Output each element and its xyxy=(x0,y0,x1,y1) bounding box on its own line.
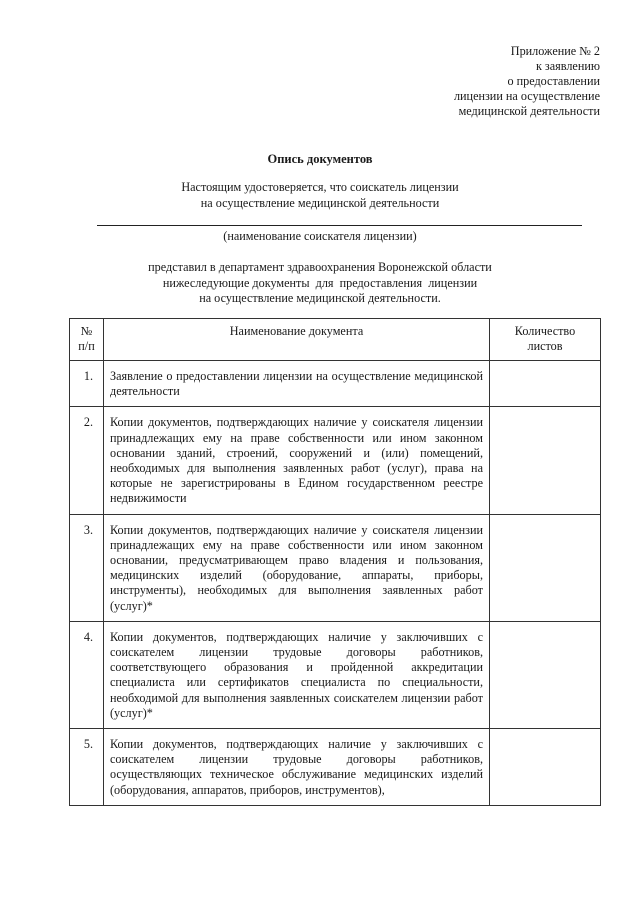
row-number: 5. xyxy=(70,729,104,806)
table-row xyxy=(70,514,601,621)
row-sheet-count[interactable] xyxy=(490,407,601,514)
certify-statement xyxy=(0,180,640,211)
row-sheet-count[interactable] xyxy=(490,729,601,806)
header-document-name: Наименование документа xyxy=(104,319,490,361)
table-row xyxy=(70,407,601,514)
header-count-line2: листов xyxy=(527,339,563,353)
header-number xyxy=(70,319,104,361)
table-row xyxy=(70,729,601,806)
header-count-line1: Количество xyxy=(514,324,576,338)
row-number: 4. xyxy=(70,621,104,728)
certify-line: Настоящим удостоверяется, что соискатель лицензии xyxy=(181,180,459,194)
annex-line: лицензии на осуществление xyxy=(453,89,600,103)
row-sheet-count[interactable] xyxy=(490,361,601,407)
row-number: 1. xyxy=(70,361,104,407)
row-document-name: Копии документов, подтверждающих наличие у соискателя лицензии принадлежащих ему на праве собственности или ином законном основании, предусматривающем право владения и пользования, медицинских изделий (оборудование, аппараты, приборы, инструменты), необходимых для выполнения заявленных работ (услуг)* xyxy=(104,514,490,621)
applicant-caption: (наименование соискателя лицензии) xyxy=(223,229,417,243)
annex-line: к заявлению xyxy=(535,59,600,73)
documents-table xyxy=(69,318,601,806)
row-number: 3. xyxy=(70,514,104,621)
annex-line: о предоставлении xyxy=(507,74,600,88)
table-header-row xyxy=(70,319,601,361)
row-document-name: Копии документов, подтверждающих наличие у соискателя лицензии принадлежащих ему на праве собственности или ином законном основании зданий, строений, сооружений и (или) помещений, необходимых для выполнения заявленных работ (услуг), права на которые не зарегистрированы в Едином государственном реестре недвижимости xyxy=(104,407,490,514)
presented-line: нижеследующие документы для предоставления лицензии xyxy=(162,275,478,290)
applicant-name-line xyxy=(97,225,582,226)
row-sheet-count[interactable] xyxy=(490,621,601,728)
table-row xyxy=(70,621,601,728)
annex-line: Приложение № 2 xyxy=(510,44,600,58)
table-row xyxy=(70,361,601,407)
row-document-name: Копии документов, подтверждающих наличие у заключивших с соискателем лицензии трудовые договоры работников, осуществляющих техническое обслуживание медицинских изделий (оборудования, аппаратов, приборов, инструментов), xyxy=(104,729,490,806)
row-sheet-count[interactable] xyxy=(490,514,601,621)
annex-line: медицинской деятельности xyxy=(458,104,600,118)
header-sheet-count xyxy=(490,319,601,361)
row-number: 2. xyxy=(70,407,104,514)
header-number-line2: п/п xyxy=(78,339,95,353)
certify-line: на осуществление медицинской деятельности xyxy=(200,195,440,210)
presented-line: на осуществление медицинской деятельности. xyxy=(199,291,441,305)
row-document-name: Заявление о предоставлении лицензии на осуществление медицинской деятельности xyxy=(104,361,490,407)
presented-line: представил в департамент здравоохранения Воронежской области xyxy=(148,260,492,274)
header-number-line1: № xyxy=(80,324,93,338)
document-title: Опись документов xyxy=(267,152,373,166)
row-document-name: Копии документов, подтверждающих наличие у заключивших с соискателем лицензии трудовые договоры работников, соответствующего образования и пройденной аккредитации специалиста или сертификатов специалиста по специальности, необходимой для выполнения заявленных соискателем лицензии работ (услуг)* xyxy=(104,621,490,728)
annex-header xyxy=(454,44,600,119)
presented-statement xyxy=(0,260,640,307)
